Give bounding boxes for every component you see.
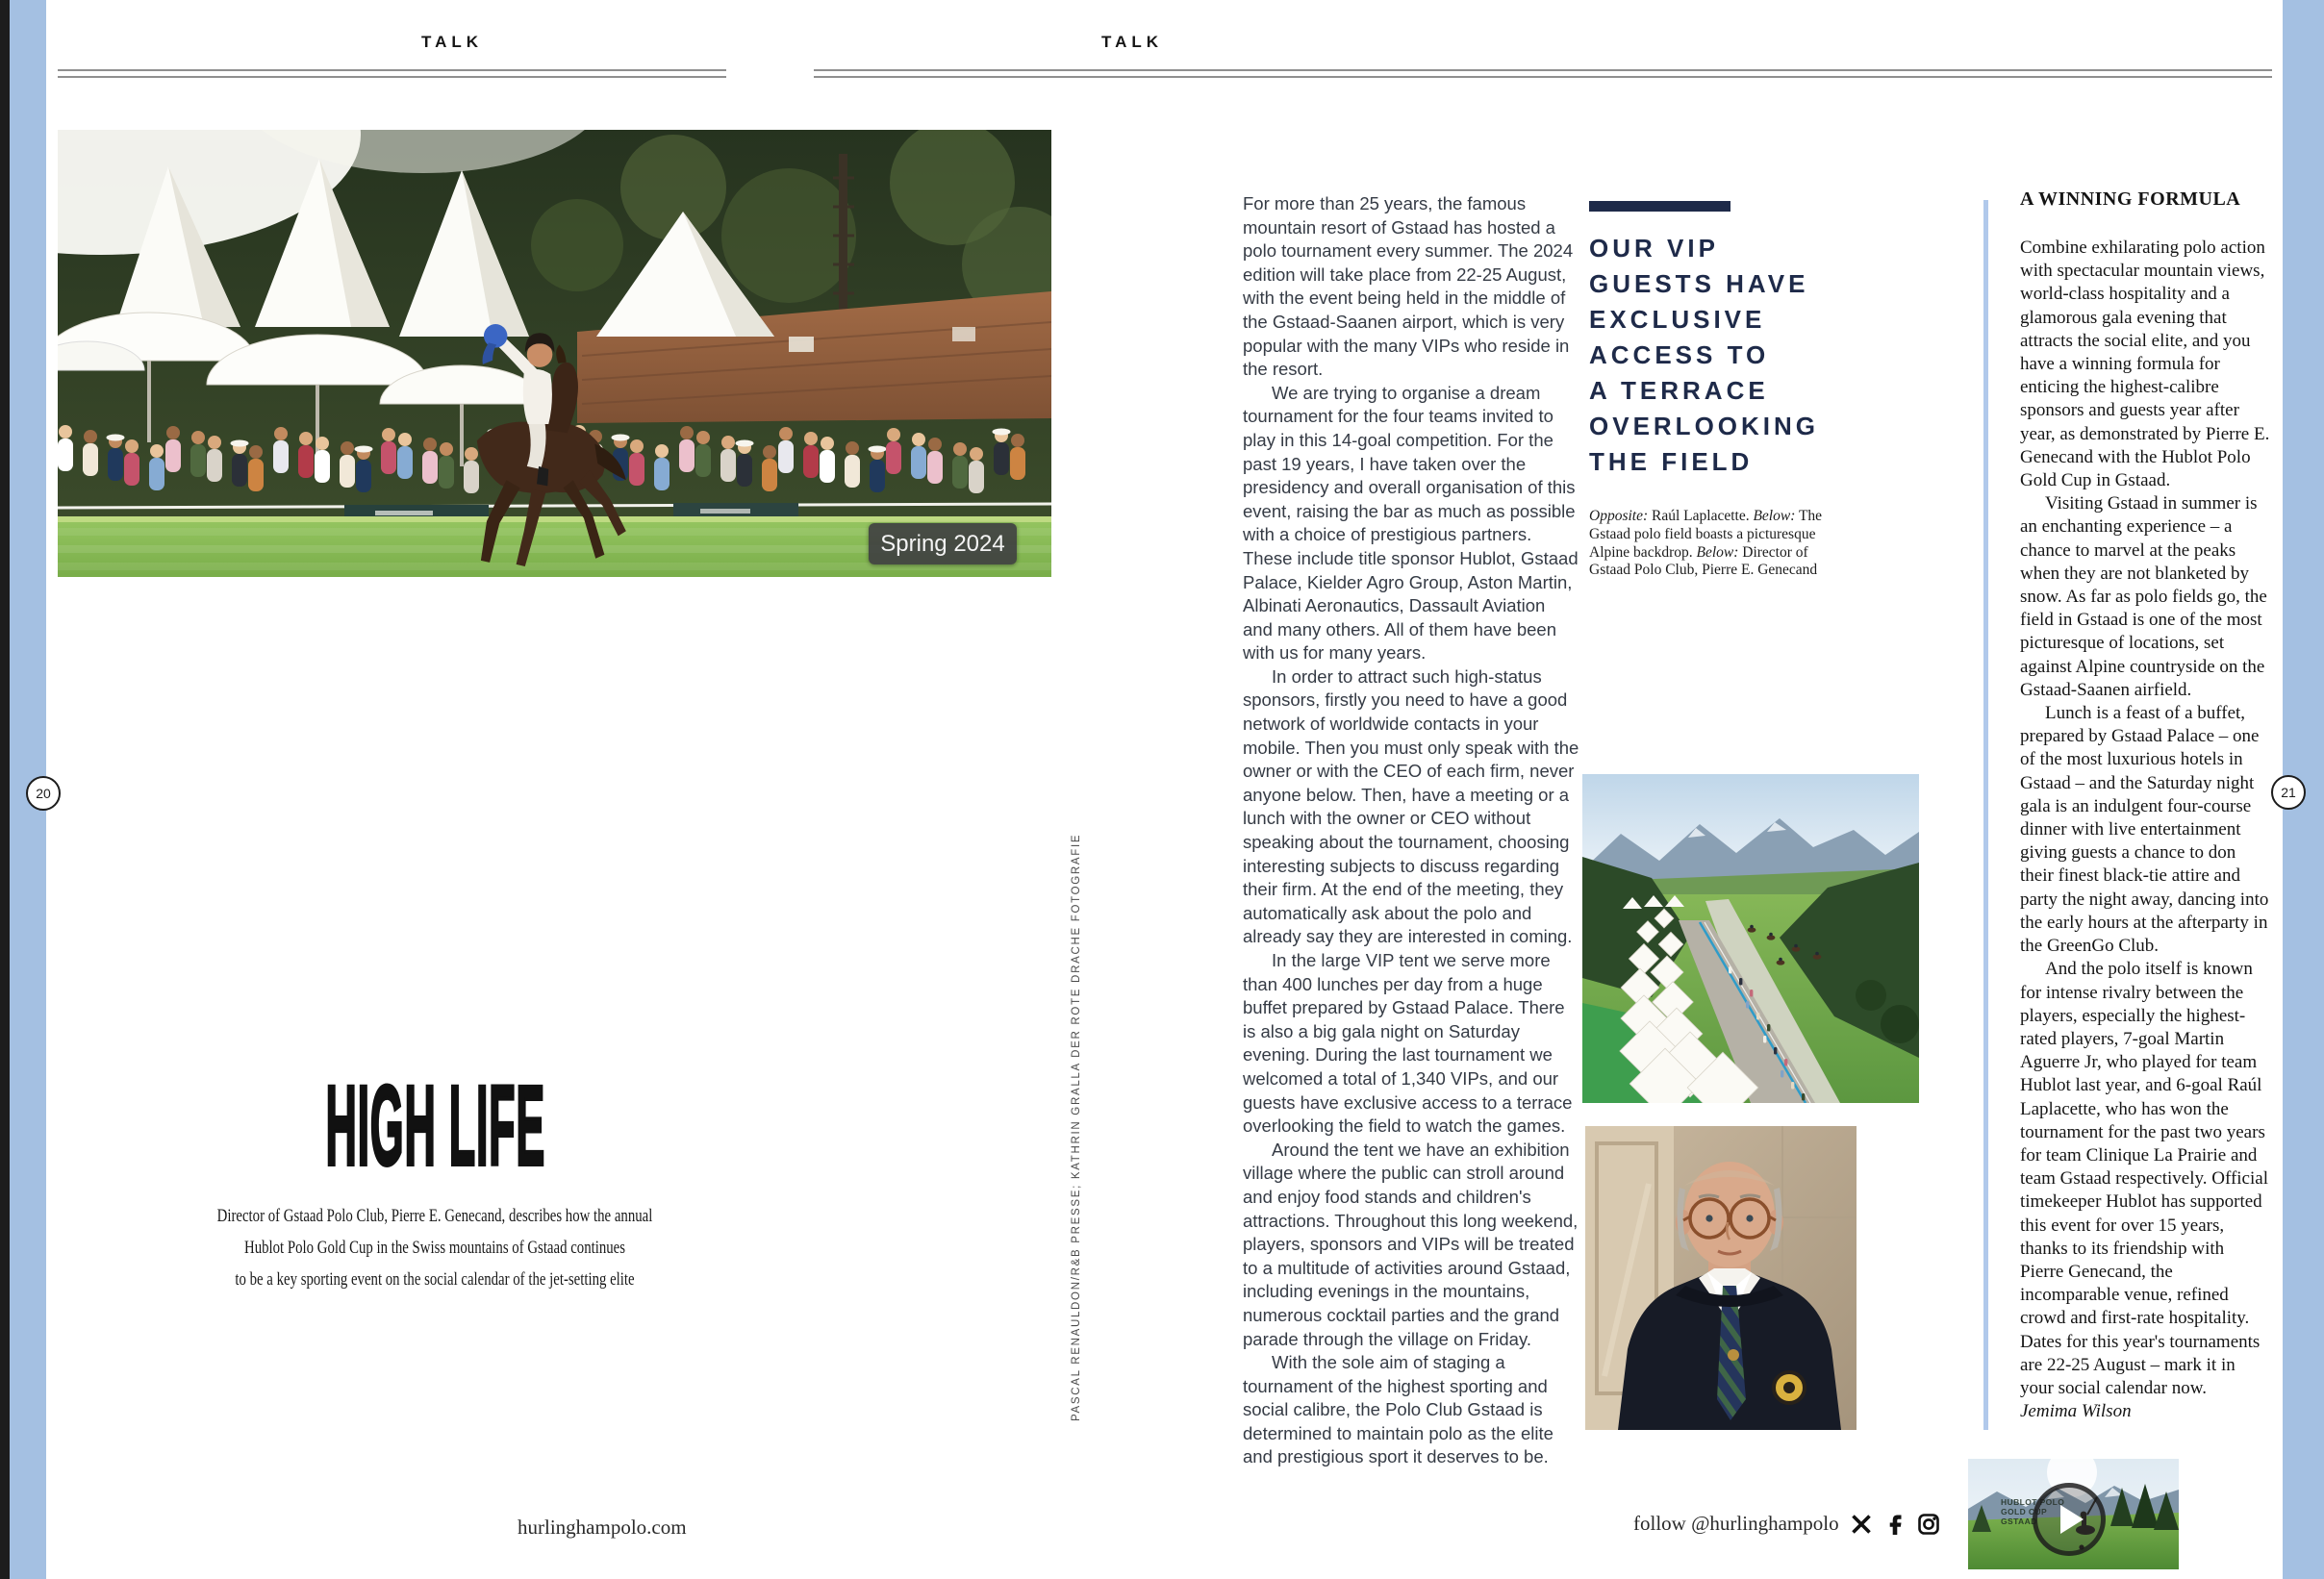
sidebar-byline: Jemima Wilson <box>2020 1401 2132 1422</box>
pull-quote-line: THE FIELD <box>1589 447 1754 476</box>
page-number-badge-right <box>2271 775 2306 810</box>
play-button[interactable] <box>2033 1483 2106 1556</box>
website-link[interactable]: hurlinghampolo.com <box>518 1516 687 1539</box>
header-rule-right <box>814 69 2272 78</box>
standfirst-line: to be a key sporting event on the social calendar of the jet-setting elite <box>235 1269 635 1290</box>
body-paragraph: We are trying to organise a dream tournament for the four teams invited to play in this 14-goal competition. For the past 19 years, I have taken over the presidency and overall organisation of this event, raising the bar as much as possible with a choice of prestigious partners. These include title sponsor Hublot, Gstaad Palace, Kielder Agro Group, Aston Martin, Albinati Aeronautics, Dassault Aviation and many others. All of them have been with us for many years. <box>1243 382 1579 664</box>
header-rule-left <box>58 69 726 78</box>
video-thumbnail[interactable] <box>1968 1459 2179 1569</box>
pull-quote <box>1589 231 1916 480</box>
sidebar-paragraph: And the polo itself is known for intense rivalry between the players, especially the highest-rated players, 7-goal Martin Aguerre Jr, who played for team Hublot last year, and 6-goal Raúl Laplacette, who has won the tournament for the past two years for team Clinique La Prairie and team Gstaad respectively. Official timekeeper Hublot has supported this event for over 15 years, thanks to its friendship with Pierre Genecand, the incomparable venue, refined crowd and first-rate hospitality. Dates for this year's tournaments are 22-25 August – mark it in your social calendar now. <box>2020 959 2268 1398</box>
caption-segment: Director of Gstaad Polo Club, Pierre E. Genecand <box>1589 543 1818 579</box>
facebook-icon[interactable] <box>1883 1513 1907 1536</box>
season-tag-overlay[interactable] <box>869 523 1017 564</box>
photo-credit: PASCAL RENAULDON/R&B PRESSE; KATHRIN GRALLA DER ROTE DRACHE FOTOGRAFIE <box>1071 833 1082 1421</box>
caption-segment: Below: <box>1753 508 1796 524</box>
body-paragraph: With the sole aim of staging a tournament of the highest sporting and social calibre, the Polo Club Gstaad is determined to maintain polo as the elite and prestigious sport it deserves to be. <box>1243 1352 1554 1467</box>
sidebar-paragraph: Lunch is a feast of a buffet, prepared by Gstaad Palace – one of the most luxurious hotels in Gstaad – and the Saturday night gala is an indulgent four-course dinner with live entertainment giving guests a chance to don their finest black-tie attire and party the night away, dancing into the early hours at the afterparty in the GreenGo Club. <box>2020 703 2269 957</box>
aerial-polo-field-photo <box>1582 774 1919 1103</box>
section-header-left: TALK <box>420 33 484 51</box>
video-overlay-title: HUBLOT POLO GOLD CUP GSTAAD <box>2001 1497 2065 1526</box>
x-icon[interactable] <box>1850 1513 1873 1536</box>
instagram-icon[interactable] <box>1917 1513 1940 1536</box>
sidebar-body <box>2020 237 2272 1423</box>
article-body-column <box>1243 192 1579 1469</box>
caption-segment: The Gstaad polo field boasts a picturesque Alpine backdrop. <box>1589 508 1823 561</box>
polo-match-illustration <box>58 130 1051 577</box>
play-icon <box>2060 1505 2084 1534</box>
portrait-illustration <box>1585 1126 1857 1430</box>
section-header-right: TALK <box>1100 33 1164 51</box>
page-number-badge-left <box>26 776 61 811</box>
body-paragraph: For more than 25 years, the famous mountain resort of Gstaad has hosted a polo tournament every summer. The 2024 edition will take place from 22-25 August, with the event being held in the middle of the Gstaad-Saanen airport, which is very popular with the many VIPs who reside in the resort. <box>1243 193 1574 380</box>
body-paragraph: Around the tent we have an exhibition village where the public can stroll around and enjoy food stands and children's attractions. Throughout this long weekend, players, sponsors and VIPs will be treated to a multitude of activities around Gstaad, including evenings in the mountains, numerous cocktail parties and the grand parade through the village on Friday. <box>1243 1139 1579 1349</box>
director-portrait-photo <box>1585 1126 1857 1430</box>
standfirst-line: Hublot Polo Gold Cup in the Swiss mountains of Gstaad continues <box>243 1238 626 1258</box>
main-polo-photo <box>58 130 1051 577</box>
footer-social-row <box>1633 1512 1940 1536</box>
body-paragraph: In the large VIP tent we serve more than 400 lunches per day from a huge buffet prepared by Gstaad Palace. There is also a big gala night on Saturday evening. During the last tournament we welcomed a total of 1,340 VIPs, and our guests have exclusive access to a terrace overlooking the field to watch the games. <box>1243 950 1573 1137</box>
page-number-label: 21 <box>2281 785 2296 800</box>
caption-segment: Raúl Laplacette. <box>1648 508 1754 524</box>
caption-segment: Below: <box>1696 543 1739 561</box>
pull-quote-line: EXCLUSIVE <box>1589 305 1766 334</box>
sidebar-paragraph: Visiting Gstaad in summer is an enchanting experience – a chance to marvel at the peaks when they are not blanketed by snow. As far as polo fields go, the field in Gstaad is one of the most picturesque of locations, set against Alpine countryside on the Gstaad-Saanen airfield. <box>2020 493 2267 700</box>
article-standfirst <box>210 1200 660 1295</box>
sidebar-heading: A WINNING FORMULA <box>2020 188 2241 210</box>
pull-quote-line: ACCESS TO <box>1589 340 1770 369</box>
pull-quote-rule <box>1589 201 1730 212</box>
viewer-edge-strip <box>0 0 10 1579</box>
body-paragraph: In order to attract such high-status sponsors, firstly you need to have a good network of worldwide contacts in your mobile. Then you must only speak with the owner or with the CEO of each firm, never anyone below. Then, have a meeting or a lunch with the owner or CEO without speaking about the tournament, choosing interesting subjects to discuss regarding their firm. At the end of the meeting, they automatically ask about the polo and already say they are interested in coming. <box>1243 665 1579 947</box>
pull-quote-line: A TERRACE <box>1589 376 1769 405</box>
photo-caption <box>1589 508 1831 580</box>
pull-quote-line: OVERLOOKING <box>1589 412 1820 440</box>
sidebar-paragraph: Combine exhilarating polo action with spectacular mountain views, world-class hospitality and a glamorous gala evening that attracts the social elite, and you have a winning formula for enticing the highest-calibre sponsors and guests year after year, as demonstrated by Pierre E. Genecand with the Hublot Polo Gold Cup in Gstaad. <box>2020 238 2270 491</box>
follow-label: follow @hurlinghampolo <box>1633 1512 1839 1535</box>
aerial-field-illustration <box>1582 774 1919 1103</box>
caption-segment: Opposite: <box>1589 508 1649 524</box>
season-tag-label: Spring 2024 <box>880 530 1005 557</box>
page-number-label: 20 <box>36 786 51 801</box>
article-title: HIGH LIFE <box>325 1063 545 1190</box>
pull-quote-line: OUR VIP <box>1589 234 1719 263</box>
article-title-wrap <box>146 1063 723 1190</box>
pull-quote-line: GUESTS HAVE <box>1589 269 1809 298</box>
standfirst-line: Director of Gstaad Polo Club, Pierre E. Genecand, describes how the annual <box>216 1206 653 1226</box>
sidebar-rule <box>1983 200 1988 1430</box>
